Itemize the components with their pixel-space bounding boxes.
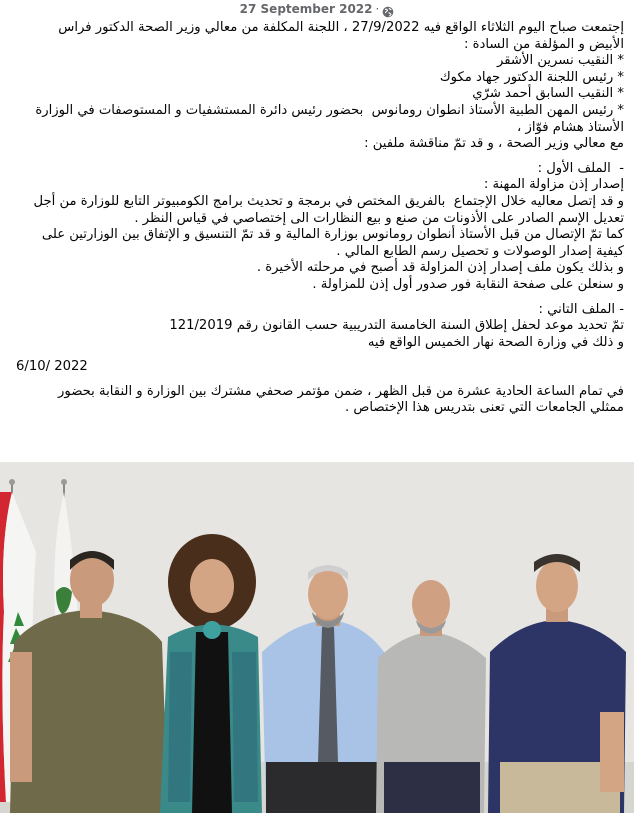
post-line: تمّ تحديد موعد لحفل إطلاق السنة الخامسة التدريبية حسب القانون رقم 121/2019 bbox=[169, 318, 624, 334]
post-date[interactable]: 27 September 2022 bbox=[239, 2, 373, 16]
post-line: * رئيس اللجنة الدكتور جهاد مكوك bbox=[439, 69, 624, 85]
person-2 bbox=[160, 534, 262, 813]
post-line: مع معالي وزير الصحة ، و قد تمّ مناقشة ملفين : bbox=[364, 136, 624, 152]
post-line: كما تمّ الإتصال من قبل الأستاذ أنطوان رومانوس بوزارة المالية و قد تمّ التنسيق و الإتفاق بين الوزارتين على bbox=[41, 227, 624, 243]
post-header bbox=[0, 0, 634, 18]
post-line: إجتمعت صباح اليوم الثلاثاء الواقع فيه 27/9/2022 ، اللجنة المكلفة من معالي وزير الصحة الدكتور فراس bbox=[58, 20, 624, 35]
separator-dot: · bbox=[375, 2, 380, 16]
post-line: * النقيب السابق أحمد شرّي bbox=[472, 86, 624, 102]
post-line: * النقيب نسرين الأشقر bbox=[496, 53, 624, 69]
post-line: و ذلك في وزارة الصحة نهار الخميس الواقع فيه bbox=[367, 334, 624, 350]
post-line: الأستاذ هشام فوّاز ، bbox=[517, 119, 624, 135]
post-line: ممثلي الجامعات التي تعنى بتدريس هذا الإختصاص . bbox=[345, 400, 624, 416]
event-date: 6/10/ 2022 bbox=[16, 359, 88, 375]
post-line: في تمام الساعة الحادية عشرة من قبل الظهر ، ضمن مؤتمر صحفي مشترك بين الوزارة و النقابة بحضور bbox=[58, 383, 624, 399]
post-line: و بذلك يكون ملف إصدار إذن المزاولة قد أصبح في مرحلته الأخيرة . bbox=[256, 260, 624, 276]
file1-heading: - الملف الأول : bbox=[537, 160, 624, 176]
file2-heading: - الملف التاني : bbox=[538, 301, 624, 317]
post-line: كيفية إصدار الوصولات و تحصيل رسم الطابع المالي . bbox=[336, 243, 624, 259]
post-line: * رئيس المهن الطبية الأستاذ انطوان رومانوس بحضور رئيس دائرة المستشفيات و المستوصفات في الوزارة bbox=[35, 102, 624, 118]
globe-icon bbox=[382, 3, 394, 15]
post-line: تعديل الإسم الصادر على الأذونات من صنع و بيع النظارات الى إختصاصي في قياس النظر . bbox=[134, 210, 624, 226]
post-body bbox=[16, 20, 624, 417]
post-line: إصدار إذن مزاولة المهنة : bbox=[483, 177, 624, 193]
post-line: و قد إتصل معاليه خلال الإجتماع بالفريق المختص في برمجة و تحديث برامج الكومبيوتر التابع للوزارة من أجل bbox=[33, 193, 624, 209]
post-photo[interactable] bbox=[0, 462, 634, 813]
post-line: و سنعلن على صفحة النقابة فور صدور أول إذن للمزاولة . bbox=[312, 276, 624, 292]
post-line: الأبيض و المؤلفة من السادة : bbox=[464, 36, 624, 52]
